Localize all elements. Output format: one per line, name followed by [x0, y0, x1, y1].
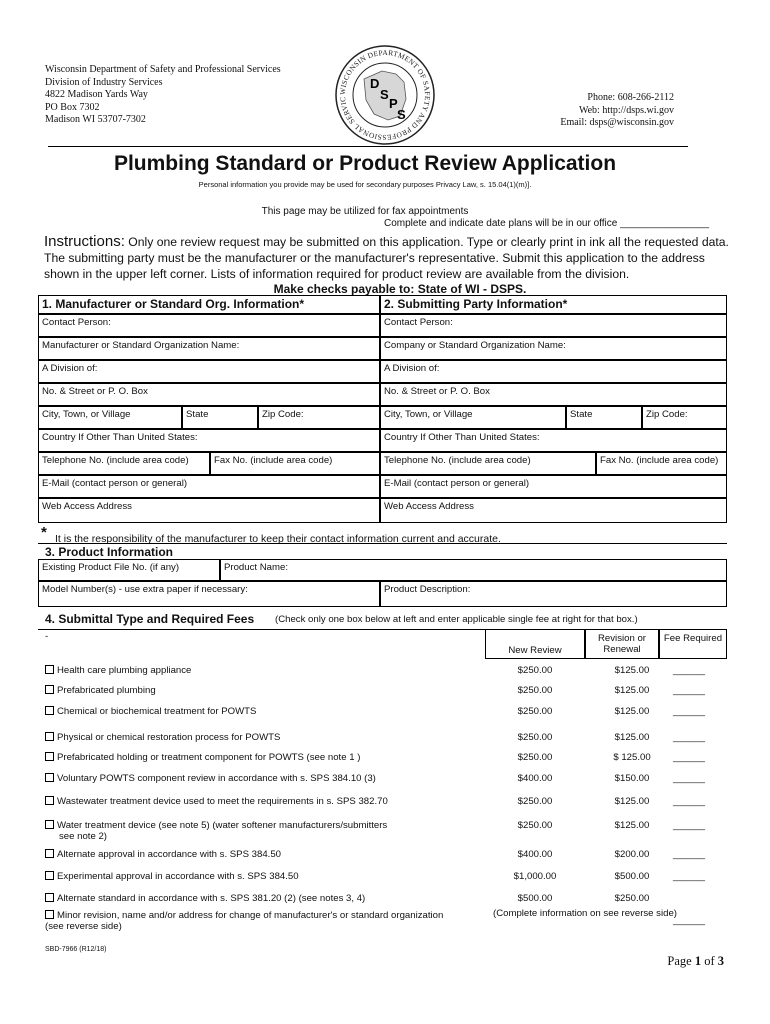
product-description-field[interactable]: Product Description:	[380, 581, 727, 607]
instructions	[44, 234, 734, 282]
fee-row	[45, 662, 727, 682]
fee-revision-value: $200.00	[614, 849, 650, 860]
col-revision: Revision or Renewal	[598, 633, 646, 655]
fee-required-blank[interactable]: ______	[672, 752, 705, 763]
fee-required-blank[interactable]: ______	[672, 820, 705, 831]
fee-checkbox[interactable]	[45, 732, 54, 741]
mfr-web-field[interactable]: Web Access Address	[38, 498, 380, 523]
agency-city: Madison WI 53707-7302	[45, 114, 146, 125]
section2-header: 2. Submitting Party Information*	[380, 295, 727, 314]
fee-row-label-cont: see note 2)	[59, 831, 108, 842]
fee-checkbox[interactable]	[45, 849, 54, 858]
web-address: Web: http://dsps.wi.gov	[578, 104, 674, 116]
fee-new-value: $400.00	[517, 849, 553, 860]
mfr-email-field[interactable]: E-Mail (contact person or general)	[38, 475, 380, 498]
fee-row	[45, 793, 727, 813]
fee-revision-value: $125.00	[614, 706, 650, 717]
sub-country-field[interactable]: Country If Other Than United States:	[380, 429, 727, 452]
fee-new-value: $400.00	[517, 773, 553, 784]
fee-required-blank[interactable]: ______	[672, 849, 705, 860]
agency-address	[45, 64, 281, 127]
sub-city-field[interactable]: City, Town, or Village	[380, 406, 566, 429]
sub-zip-field[interactable]: Zip Code:	[642, 406, 727, 429]
fee-row	[45, 703, 727, 723]
fee-revision-value: $125.00	[614, 665, 650, 676]
section1-header: 1. Manufacturer or Standard Org. Information*	[38, 295, 380, 314]
fee-required-blank[interactable]: ______	[672, 685, 705, 696]
fee-row-label-cont: (see reverse side)	[45, 921, 122, 932]
fee-row	[45, 890, 727, 904]
sub-fax-field[interactable]: Fax No. (include area code)	[596, 452, 727, 475]
sub-street-field[interactable]: No. & Street or P. O. Box	[380, 383, 727, 406]
fee-row-label: Voluntary POWTS component review in accordance with s. SPS 384.10 (3)	[45, 773, 376, 784]
mfr-division-field[interactable]: A Division of:	[38, 360, 380, 383]
model-number-field[interactable]: Model Number(s) - use extra paper if necessary:	[38, 581, 380, 607]
fee-required-blank[interactable]: ______	[672, 706, 705, 717]
fee-revision-value: $125.00	[614, 820, 650, 831]
fee-revision-value: $500.00	[614, 871, 650, 882]
agency-street: 4822 Madison Yards Way	[45, 89, 148, 100]
email-address: Email: dsps@wisconsin.gov	[560, 117, 674, 128]
checks-payable: Make checks payable to: State of WI - DSPS.	[273, 282, 527, 296]
sub-email-field[interactable]: E-Mail (contact person or general)	[380, 475, 727, 498]
fee-row-label: Physical or chemical restoration process for POWTS	[45, 732, 280, 743]
col-fee: Fee Required	[663, 633, 723, 644]
sub-company-field[interactable]: Company or Standard Organization Name:	[380, 337, 727, 360]
col-new-review: New Review	[508, 645, 562, 656]
fee-new-value: $250.00	[517, 685, 553, 696]
col-fee-cell	[659, 629, 727, 659]
seal-letter-s1: S	[380, 87, 389, 102]
fee-new-value: $250.00	[517, 706, 553, 717]
fee-row	[45, 907, 727, 935]
fee-required-blank[interactable]: ______	[672, 732, 705, 743]
fee-row-label: Health care plumbing appliance	[45, 665, 191, 676]
mfr-country-field[interactable]: Country If Other Than United States:	[38, 429, 380, 452]
fee-checkbox[interactable]	[45, 773, 54, 782]
col-revision-cell	[585, 629, 659, 659]
sub-contact-person-field[interactable]: Contact Person:	[380, 314, 727, 337]
page-number: Page 1 of 3	[667, 954, 724, 968]
fee-revision-value: $ 125.00	[613, 752, 651, 763]
fee-new-value: $500.00	[517, 893, 553, 904]
fee-row	[45, 749, 727, 769]
section4-note: (Check only one box below at left and enter applicable single fee at right for that box.)	[275, 614, 638, 625]
sub-web-field[interactable]: Web Access Address	[380, 498, 727, 523]
sub-division-field[interactable]: A Division of:	[380, 360, 727, 383]
fee-new-value: $250.00	[517, 752, 553, 763]
fee-checkbox[interactable]	[45, 665, 54, 674]
mfr-city-field[interactable]: City, Town, or Village	[38, 406, 182, 429]
fee-required-blank[interactable]: ______	[672, 871, 705, 882]
fee-row	[45, 846, 727, 866]
mfr-fax-field[interactable]: Fax No. (include area code)	[210, 452, 380, 475]
section4-header: 4. Submittal Type and Required Fees	[45, 612, 255, 626]
instructions-lead: Instructions:	[44, 233, 125, 250]
fee-row	[45, 868, 727, 888]
fee-new-value: $250.00	[517, 665, 553, 676]
agency-division: Division of Industry Services	[45, 76, 163, 88]
agency-name: Wisconsin Department of Safety and Professional Services	[45, 64, 281, 75]
fee-row-label: Experimental approval in accordance with s. SPS 384.50	[45, 871, 299, 882]
sub-state-field[interactable]: State	[566, 406, 642, 429]
fee-row	[45, 817, 727, 843]
fee-row-label: Alternate approval in accordance with s. SPS 384.50	[45, 849, 281, 860]
fee-checkbox[interactable]	[45, 871, 54, 880]
fee-row-label: Prefabricated holding or treatment component for POWTS (see note 1 )	[45, 752, 360, 763]
fee-required-blank[interactable]: ______	[672, 773, 705, 784]
section3-top-rule	[38, 543, 727, 544]
mfr-street-field[interactable]: No. & Street or P. O. Box	[38, 383, 380, 406]
col-new-review-cell	[485, 629, 585, 659]
fee-checkbox[interactable]	[45, 910, 54, 919]
fee-row-label: Prefabricated plumbing	[45, 685, 156, 696]
privacy-notice: Personal information you provide may be used for secondary purposes Privacy Law, s. 15.04(1)(m)].	[198, 180, 532, 189]
fee-revision-value: $125.00	[614, 732, 650, 743]
agency-po-box: PO Box 7302	[45, 101, 100, 113]
fee-revision-value: $125.00	[614, 796, 650, 807]
fee-row-label: Water treatment device (see note 5) (water softener manufacturers/submitters	[45, 820, 387, 831]
fee-row-label: Wastewater treatment device used to meet the requirements in s. SPS 382.70	[45, 796, 388, 807]
mfr-org-name-field[interactable]: Manufacturer or Standard Organization Name:	[38, 337, 380, 360]
fee-new-value: $250.00	[517, 732, 553, 743]
fee-checkbox[interactable]	[45, 893, 54, 902]
mfr-contact-person-field[interactable]: Contact Person:	[38, 314, 380, 337]
fee-revision-value: $150.00	[614, 773, 650, 784]
fee-row-label: Minor revision, name and/or address for change of manufacturer's or standard organization	[45, 910, 443, 921]
fee-row	[45, 729, 727, 749]
page-title: Plumbing Standard or Product Review Application	[113, 152, 617, 175]
minor-revision-note: (Complete information on see reverse side)	[493, 908, 677, 919]
fee-checkbox[interactable]	[45, 685, 54, 694]
fee-required-blank[interactable]: ______	[672, 796, 705, 807]
form-code: SBD-7966 (R12/18)	[45, 946, 107, 953]
sub-telephone-field[interactable]: Telephone No. (include area code)	[380, 452, 596, 475]
mfr-state-field[interactable]: State	[182, 406, 258, 429]
fee-checkbox[interactable]	[45, 752, 54, 761]
instructions-text: Only one review request may be submitted on this application. Type or clearly print in ink all the requested data. The submitting party must be the manufacturer or the manufacturer's representative. Submit this application to the address shown in the upper left corner. Lists of information required for product review are available from the division.	[44, 235, 729, 281]
dsps-seal	[334, 44, 436, 146]
section3-header: 3. Product Information	[45, 545, 174, 559]
header-divider	[48, 146, 688, 147]
seal-letter-s2: S	[397, 107, 406, 122]
responsibility-star: *	[41, 524, 47, 541]
mfr-zip-field[interactable]: Zip Code:	[258, 406, 380, 429]
fee-checkbox[interactable]	[45, 820, 54, 829]
fee-row-label: Alternate standard in accordance with s. SPS 381.20 (2) (see notes 3, 4)	[45, 893, 365, 904]
fee-revision-value: $250.00	[614, 893, 650, 904]
section4-dash: -	[45, 631, 49, 642]
fee-required-blank[interactable]: ______	[672, 665, 705, 676]
responsibility-note: It is the responsibility of the manufacturer to keep their contact information current and accurate.	[55, 533, 501, 545]
fee-revision-value: $125.00	[614, 685, 650, 696]
product-name-field[interactable]: Product Name:	[220, 559, 727, 581]
fee-row-label: Chemical or biochemical treatment for POWTS	[45, 706, 256, 717]
seal-letter-d: D	[370, 76, 380, 91]
seal-letter-p: P	[389, 96, 398, 111]
mfr-telephone-field[interactable]: Telephone No. (include area code)	[38, 452, 210, 475]
fax-notice-line2: Complete and indicate date plans will be in our office ________________	[384, 218, 710, 229]
fee-checkbox[interactable]	[45, 706, 54, 715]
fee-required-blank[interactable]: ______	[672, 915, 705, 926]
fee-row	[45, 682, 727, 702]
fee-new-value: $250.00	[517, 820, 553, 831]
existing-file-no-field[interactable]: Existing Product File No. (if any)	[38, 559, 220, 581]
fee-new-value: $250.00	[517, 796, 553, 807]
fee-row	[45, 770, 727, 790]
fax-notice-line1: This page may be utilized for fax appointments	[261, 206, 469, 217]
fee-checkbox[interactable]	[45, 796, 54, 805]
phone-number: Phone: 608-266-2112	[587, 92, 674, 103]
seal-ring-text: WISCONSIN DEPARTMENT OF SAFETY AND PROFESSIONAL SERVIC	[337, 47, 433, 143]
agency-contact	[560, 92, 674, 130]
fee-new-value: $1,000.00	[513, 871, 557, 882]
